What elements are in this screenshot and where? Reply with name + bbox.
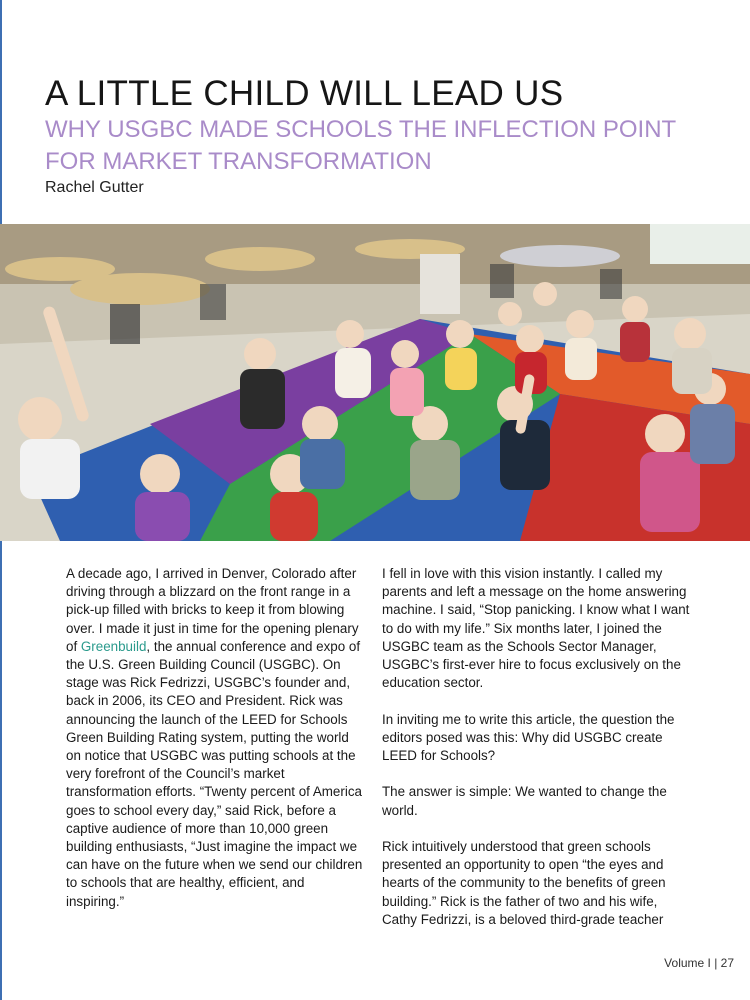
body-paragraph: The answer is simple: We wanted to change the world.	[382, 784, 667, 818]
paragraph-text: A decade ago, I arrived in Denver, Colorado after driving through a blizzard on the front range in a pick-up filled with bricks to keep it from blowing over. I made it just in time for the opening plenary of	[66, 566, 359, 654]
body-paragraph: I fell in love with this vision instantly. I called my parents and left a message on the home answering machine. I said, “Stop panicking. I know what I want to do with my life.” Six months later, I joined the USGBC team as the Schools Sector Manager, USGBC’s first-ever hire to focus exclusively on the education sector.	[382, 566, 690, 691]
article-column-left	[66, 565, 366, 911]
author-byline: Rachel Gutter	[45, 179, 144, 196]
greenbuild-link[interactable]: Greenbuild	[80, 638, 147, 654]
paragraph-text: , the annual conference and expo of the U.S. Green Building Council (USGBC). On stage was Rick Fedrizzi, USGBC’s founder and, back in 2006, its CEO and President. Rick was announcing the launch of the LEED for Schools Green Building Rating system, putting the world on notice that USGBC was putting schools at the very forefront of the Council’s market transformation efforts. “Twenty percent of America goes to school every day,” said Rick, before a captive audience of more than 10,000 green building enthusiasts, “Just imagine the impact we can have on the future when we send our children to schools that are healthy, efficient, and inspiring.”	[66, 638, 363, 909]
body-paragraph	[66, 565, 366, 911]
body-paragraph: Rick intuitively understood that green schools presented an opportunity to open “the eyes and hearts of the community to the benefits of green building.” Rick is the father of two and his wife, Cathy Fedrizzi, is a beloved third-grade teacher	[382, 839, 666, 927]
article-subtitle: WHY USGBC MADE SCHOOLS THE INFLECTION POINT FOR MARKET TRANSFORMATION	[45, 116, 676, 175]
article-column-right	[382, 565, 692, 929]
classroom-photo	[0, 224, 750, 541]
body-paragraph: In inviting me to write this article, the question the editors posed was this: Why did USGBC create LEED for Schools?	[382, 711, 675, 764]
article-title: A LITTLE CHILD WILL LEAD US	[45, 74, 564, 113]
page-footer: Volume I | 27	[664, 956, 734, 970]
